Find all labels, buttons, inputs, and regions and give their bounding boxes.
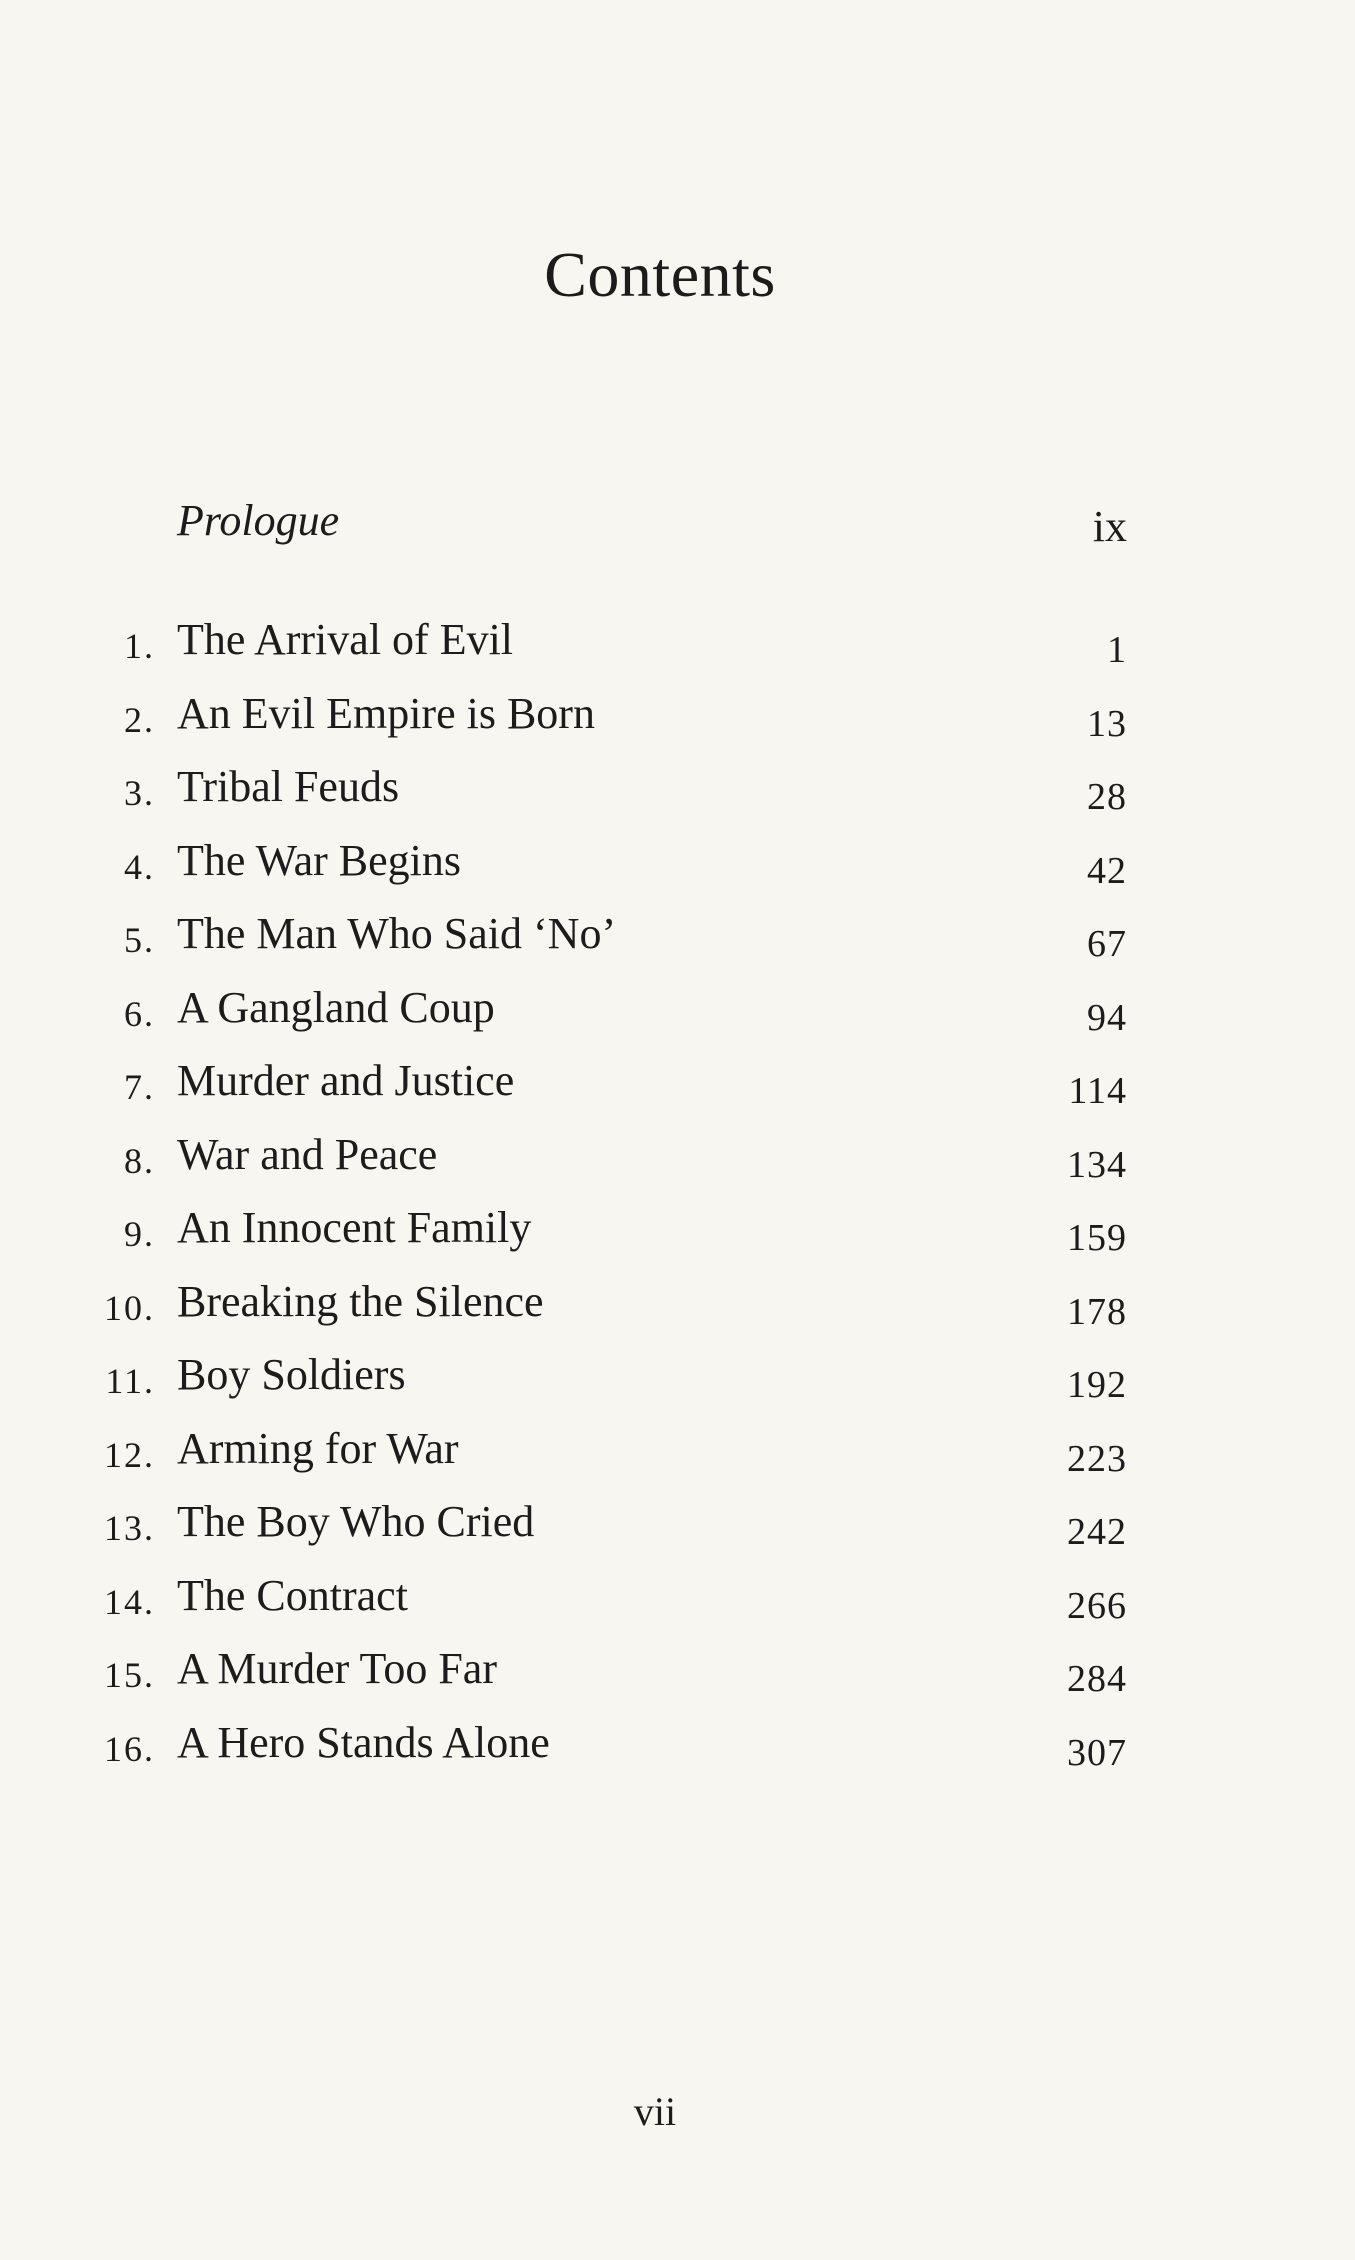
- toc-entry-prologue: [177, 495, 1127, 555]
- chapter-page-number: 28: [1087, 776, 1127, 818]
- chapter-number: 11.: [105, 1361, 155, 1401]
- chapter-number: 1.: [124, 626, 155, 666]
- chapter-page-number: 159: [1067, 1217, 1127, 1259]
- chapter-title: Breaking the Silence: [177, 1276, 544, 1326]
- prologue-page-number: ix: [1092, 502, 1127, 551]
- chapter-number: 10.: [104, 1287, 155, 1328]
- chapter-page-number: 307: [1067, 1731, 1127, 1774]
- toc-entry: [60, 686, 1127, 760]
- page-title: Contents: [544, 239, 776, 310]
- chapter-title: Murder and Justice: [177, 1056, 515, 1105]
- chapter-title: An Innocent Family: [177, 1203, 532, 1252]
- toc-entry: [60, 906, 1127, 980]
- chapter-title: The Boy Who Cried: [177, 1497, 535, 1546]
- toc-entry: [60, 1494, 1127, 1568]
- chapter-number: 16.: [104, 1728, 155, 1769]
- chapter-title: Tribal Feuds: [177, 762, 400, 811]
- chapter-number: 5.: [124, 920, 155, 960]
- chapter-page-number: 284: [1067, 1658, 1127, 1700]
- chapter-title: War and Peace: [177, 1129, 438, 1179]
- toc-entry: [60, 1200, 1127, 1274]
- toc-entry: [60, 1715, 1127, 1789]
- chapter-number: 2.: [124, 699, 155, 740]
- table-of-contents: [60, 612, 1127, 1788]
- chapter-page-number: 13: [1087, 702, 1127, 745]
- chapter-title: Boy Soldiers: [177, 1350, 406, 1399]
- chapter-number: 6.: [124, 993, 155, 1034]
- toc-entry: [60, 1421, 1127, 1495]
- chapter-number: 3.: [124, 773, 155, 813]
- chapter-page-number: 192: [1067, 1364, 1127, 1406]
- chapter-title: The War Begins: [177, 835, 462, 885]
- chapter-title: The Man Who Said ‘No’: [177, 909, 617, 958]
- chapter-page-number: 42: [1087, 849, 1127, 892]
- toc-entry: [60, 1347, 1127, 1421]
- chapter-title: A Murder Too Far: [177, 1644, 497, 1693]
- chapter-page-number: 178: [1067, 1290, 1127, 1333]
- chapter-title: A Gangland Coup: [177, 982, 495, 1032]
- toc-entry: [60, 1568, 1127, 1642]
- chapter-page-number: 223: [1067, 1437, 1127, 1480]
- chapter-number: 8.: [124, 1140, 155, 1181]
- toc-entry: [60, 612, 1127, 686]
- toc-entry: [60, 833, 1127, 907]
- page-folio: vii: [633, 2089, 677, 2134]
- chapter-number: 14.: [104, 1581, 155, 1622]
- chapter-page-number: 266: [1067, 1584, 1127, 1627]
- chapter-number: 4.: [124, 846, 155, 887]
- chapter-title: Arming for War: [177, 1423, 459, 1473]
- toc-entry: [60, 1127, 1127, 1201]
- chapter-page-number: 1: [1107, 629, 1127, 671]
- chapter-page-number: 94: [1087, 996, 1127, 1039]
- chapter-title: An Evil Empire is Born: [177, 688, 595, 738]
- chapter-page-number: 114: [1068, 1070, 1127, 1112]
- chapter-number: 12.: [104, 1434, 155, 1475]
- chapter-number: 9.: [124, 1214, 155, 1254]
- toc-entry: [60, 1053, 1127, 1127]
- chapter-number: 13.: [104, 1508, 155, 1548]
- chapter-page-number: 67: [1087, 923, 1127, 965]
- toc-entry: [60, 1274, 1127, 1348]
- prologue-label: Prologue: [177, 496, 340, 545]
- chapter-page-number: 134: [1067, 1143, 1127, 1186]
- toc-entry: [60, 1641, 1127, 1715]
- toc-entry: [60, 759, 1127, 833]
- chapter-title: The Arrival of Evil: [177, 615, 514, 664]
- chapter-title: A Hero Stands Alone: [177, 1717, 550, 1767]
- chapter-page-number: 242: [1067, 1511, 1127, 1553]
- chapter-title: The Contract: [177, 1570, 408, 1620]
- toc-entry: [60, 980, 1127, 1054]
- chapter-number: 15.: [104, 1655, 155, 1695]
- chapter-number: 7.: [124, 1067, 155, 1107]
